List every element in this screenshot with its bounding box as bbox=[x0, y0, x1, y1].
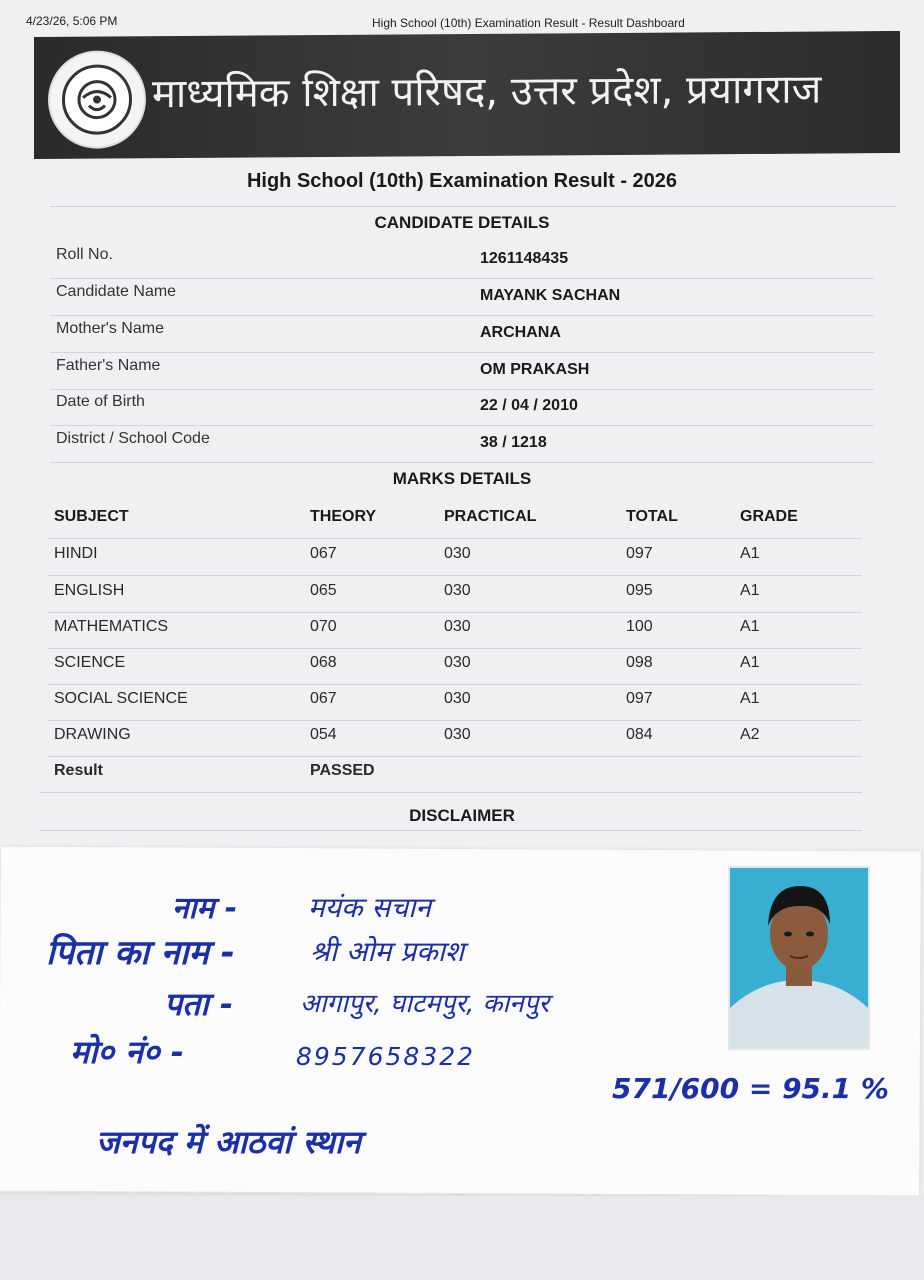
table-row bbox=[48, 612, 862, 649]
cell-grade: A1 bbox=[740, 654, 760, 671]
divider bbox=[40, 792, 862, 793]
detail-value: 22 / 04 / 2010 bbox=[480, 397, 578, 414]
detail-value: OM PRAKASH bbox=[480, 361, 590, 378]
cell-subject: SOCIAL SCIENCE bbox=[54, 690, 188, 707]
cell-theory: 068 bbox=[310, 654, 337, 671]
cell-practical: 030 bbox=[444, 654, 471, 671]
cell-practical: 030 bbox=[444, 618, 471, 635]
cell-practical: 030 bbox=[444, 545, 471, 562]
cell-theory: 065 bbox=[310, 582, 337, 599]
hw-mobile-label: मो० नं० - bbox=[70, 1033, 185, 1071]
result-value: PASSED bbox=[310, 762, 375, 779]
detail-value: ARCHANA bbox=[480, 324, 561, 341]
hw-address-label: पता - bbox=[164, 985, 234, 1023]
cell-theory: 067 bbox=[310, 545, 337, 562]
candidate-section-title: CANDIDATE DETAILS bbox=[374, 213, 550, 232]
document-title: High School (10th) Examination Result - 2026 bbox=[246, 170, 678, 192]
hw-address-value: आगापुर, घाटमपुर, कानपुर bbox=[300, 989, 550, 1019]
header-practical: PRACTICAL bbox=[444, 508, 537, 525]
cell-subject: HINDI bbox=[54, 545, 98, 562]
detail-label: Date of Birth bbox=[56, 393, 145, 410]
marks-header-row bbox=[48, 502, 862, 539]
print-timestamp: 4/23/26, 5:06 PM bbox=[26, 14, 118, 28]
table-row bbox=[48, 576, 862, 613]
cell-total: 097 bbox=[626, 545, 653, 562]
cell-grade: A1 bbox=[740, 582, 760, 599]
cell-theory: 067 bbox=[310, 690, 337, 707]
cell-practical: 030 bbox=[444, 726, 471, 743]
header-theory: THEORY bbox=[310, 508, 377, 525]
table-row bbox=[48, 684, 862, 721]
cell-subject: ENGLISH bbox=[54, 582, 125, 599]
detail-label: Mother's Name bbox=[56, 320, 164, 337]
header-grade: GRADE bbox=[740, 508, 798, 525]
detail-row bbox=[50, 389, 874, 426]
disclaimer-title: DISCLAIMER bbox=[409, 806, 515, 825]
table-row bbox=[48, 539, 862, 576]
hw-name-value: मयंक सचान bbox=[308, 891, 431, 924]
cell-theory: 054 bbox=[310, 726, 337, 743]
cell-grade: A2 bbox=[740, 726, 760, 743]
cell-grade: A1 bbox=[740, 545, 760, 562]
table-row bbox=[48, 720, 862, 757]
hw-mobile-value: 8957658322 bbox=[296, 1042, 476, 1071]
hw-father-label: पिता का नाम - bbox=[46, 933, 235, 973]
cell-subject: SCIENCE bbox=[54, 654, 126, 671]
cell-subject: MATHEMATICS bbox=[54, 618, 169, 635]
up-board-seal-icon bbox=[48, 50, 146, 149]
cell-total: 084 bbox=[626, 726, 653, 743]
divider bbox=[50, 206, 896, 207]
cell-total: 100 bbox=[626, 618, 653, 635]
detail-label: Roll No. bbox=[56, 246, 113, 263]
hw-score: 571/600 = 95.1 % bbox=[612, 1072, 889, 1105]
cell-subject: DRAWING bbox=[54, 726, 131, 743]
result-row bbox=[48, 756, 862, 792]
detail-value: 1261148435 bbox=[480, 250, 569, 267]
detail-label: District / School Code bbox=[56, 430, 210, 447]
detail-row bbox=[50, 426, 874, 463]
cell-grade: A1 bbox=[740, 618, 760, 635]
board-banner bbox=[34, 31, 900, 159]
detail-row bbox=[50, 242, 874, 279]
divider bbox=[40, 830, 862, 831]
cell-practical: 030 bbox=[444, 582, 471, 599]
result-label: Result bbox=[54, 762, 103, 779]
cell-total: 098 bbox=[626, 654, 653, 671]
detail-value: 38 / 1218 bbox=[480, 434, 547, 451]
detail-row bbox=[50, 279, 874, 316]
detail-value: MAYANK SACHAN bbox=[480, 287, 621, 304]
hw-name-label: नाम - bbox=[172, 891, 238, 926]
detail-row bbox=[50, 353, 874, 390]
cell-total: 097 bbox=[626, 690, 653, 707]
hw-father-value: श्री ओम प्रकाश bbox=[310, 935, 464, 968]
header-subject: SUBJECT bbox=[54, 508, 129, 525]
board-name: माध्यमिक शिक्षा परिषद, उत्तर प्रदेश, प्रयागराज bbox=[152, 66, 822, 118]
background-surface bbox=[0, 1196, 924, 1280]
candidate-photo bbox=[728, 866, 870, 1050]
cell-practical: 030 bbox=[444, 690, 471, 707]
detail-row bbox=[50, 316, 874, 353]
print-page-title: High School (10th) Examination Result - Result Dashboard bbox=[372, 16, 685, 30]
hw-district-rank: जनपद में आठवां स्थान bbox=[96, 1123, 361, 1161]
cell-grade: A1 bbox=[740, 690, 760, 707]
header-total: TOTAL bbox=[626, 508, 678, 525]
detail-label: Father's Name bbox=[56, 357, 161, 374]
marks-section-title: MARKS DETAILS bbox=[392, 469, 532, 488]
cell-theory: 070 bbox=[310, 618, 337, 635]
table-row bbox=[48, 648, 862, 685]
cell-total: 095 bbox=[626, 582, 653, 599]
detail-label: Candidate Name bbox=[56, 283, 177, 300]
